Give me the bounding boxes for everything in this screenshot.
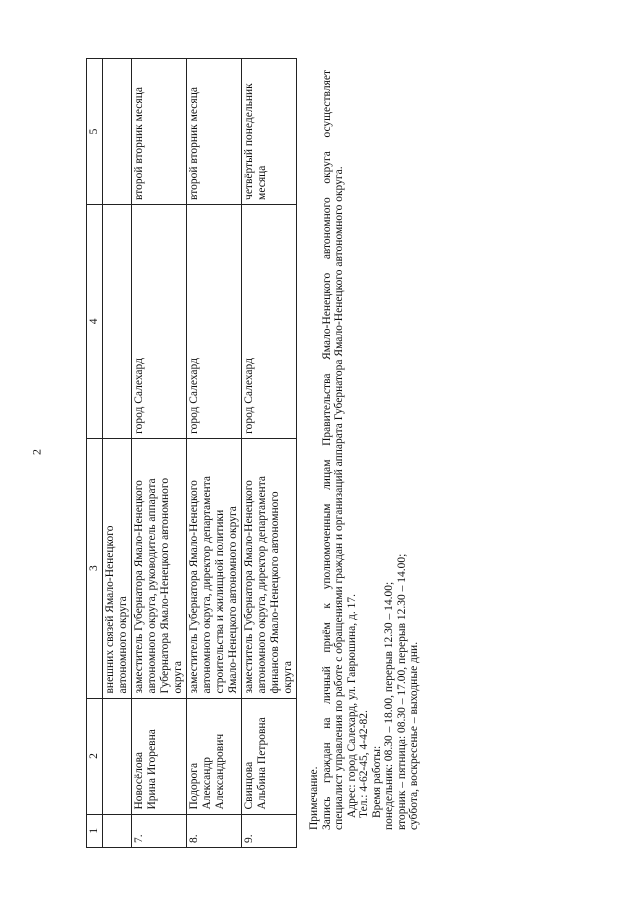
reception-schedule-table <box>86 58 297 848</box>
note-hours-tue-fri: вторник – пятница: 08.30 – 17.00, перерыв 12.30 – 14.00; <box>395 553 408 830</box>
schedule-cell <box>103 59 132 205</box>
cell-line: автономного округа, директор департамента <box>201 476 213 694</box>
cell-line: второй вторник месяца <box>188 87 200 200</box>
schedule-cell <box>187 59 242 205</box>
cell-line: финансов Ямало-Ненецкого автономного <box>269 491 281 694</box>
cell-line: Новосёлова <box>133 751 145 810</box>
position-cell <box>132 438 187 698</box>
place-cell: город Салехард <box>132 204 187 438</box>
note-hours-weekend: суббота, воскресенье – выходные дни. <box>408 641 420 830</box>
cell-line: четвёртый понедельник <box>243 83 255 200</box>
person-name-cell <box>187 698 242 814</box>
page-number: 2 <box>29 449 44 455</box>
table-row <box>187 59 242 848</box>
cell-line: автономного округа <box>117 596 129 694</box>
cell-line: автономного округа, руководитель аппарата <box>146 478 158 694</box>
cell-line: Губернатора Ямало-Ненецкого автономного <box>159 477 171 694</box>
position-cell <box>103 438 132 698</box>
cell-line: Александр Александрович <box>201 733 226 810</box>
place-cell: город Салехард <box>242 204 297 438</box>
header-col-2: 2 <box>87 698 103 814</box>
table-body <box>103 59 297 848</box>
cell-line: Ирина Игоревна <box>146 729 158 810</box>
cell-line: второй вторник месяца <box>133 87 145 200</box>
cell-line: заместитель Губернатора Ямало-Ненецкого <box>243 480 255 694</box>
cell-line: Свинцова <box>243 761 255 810</box>
note-address: Адрес: город Салехард, ул. Гаврюшина, д. 17. <box>345 594 358 818</box>
schedule-cell <box>242 59 297 205</box>
place-cell: город Салехард <box>187 204 242 438</box>
row-number-cell: 7. <box>132 814 187 847</box>
cell-line: округа <box>172 661 184 694</box>
person-name-cell <box>132 698 187 814</box>
cell-line: заместитель Губернатора Ямало-Ненецкого <box>188 480 200 694</box>
cell-line: автономного округа, директор департамента <box>256 476 268 694</box>
rotated-sheet <box>86 58 606 848</box>
cell-line: Альбина Петровна <box>256 717 268 810</box>
table-row <box>103 59 132 848</box>
cell-line: месяца <box>256 165 268 200</box>
header-col-3: 3 <box>87 438 103 698</box>
schedule-cell <box>132 59 187 205</box>
position-cell <box>187 438 242 698</box>
person-name-cell <box>103 698 132 814</box>
note-paragraph-line-2: специалист управления по работе с обращениями граждан и организаций аппарата Губернатора Ямало-Ненецкого автономного округа. <box>333 166 345 830</box>
header-col-5: 5 <box>87 59 103 205</box>
note-hours-monday: понедельник: 08.30 – 18.00, перерыв 12.30 – 14.00; <box>383 581 395 830</box>
note-hours-label: Время работы: <box>370 745 383 818</box>
table-row <box>242 59 297 848</box>
note-paragraph-line-1: Запись граждан на личный приём к уполномоченным лицам Правительства Ямало-Ненецкого автономного округа осуществляет <box>320 70 333 830</box>
cell-line: заместитель Губернатора Ямало-Ненецкого <box>133 480 145 694</box>
table-header-row <box>87 59 103 848</box>
note-phone: Тел.: 4-62-45, 4-42-82. <box>358 710 370 818</box>
place-cell <box>103 204 132 438</box>
position-cell <box>242 438 297 698</box>
cell-line: округа <box>282 661 294 694</box>
note-block <box>308 70 421 830</box>
cell-line: Подорога <box>188 762 200 810</box>
note-heading: Примечание. <box>308 766 320 830</box>
person-name-cell <box>242 698 297 814</box>
header-col-1: 1 <box>87 814 103 847</box>
row-number-cell: 9. <box>242 814 297 847</box>
table-row <box>132 59 187 848</box>
row-number-cell <box>103 814 132 847</box>
cell-line: внешних связей Ямало-Ненецкого <box>104 525 116 694</box>
header-col-4: 4 <box>87 204 103 438</box>
row-number-cell: 8. <box>187 814 242 847</box>
cell-line: строительства и жилищной политики <box>214 509 226 694</box>
cell-line: Ямало-Ненецкого автономного округа <box>227 506 239 694</box>
